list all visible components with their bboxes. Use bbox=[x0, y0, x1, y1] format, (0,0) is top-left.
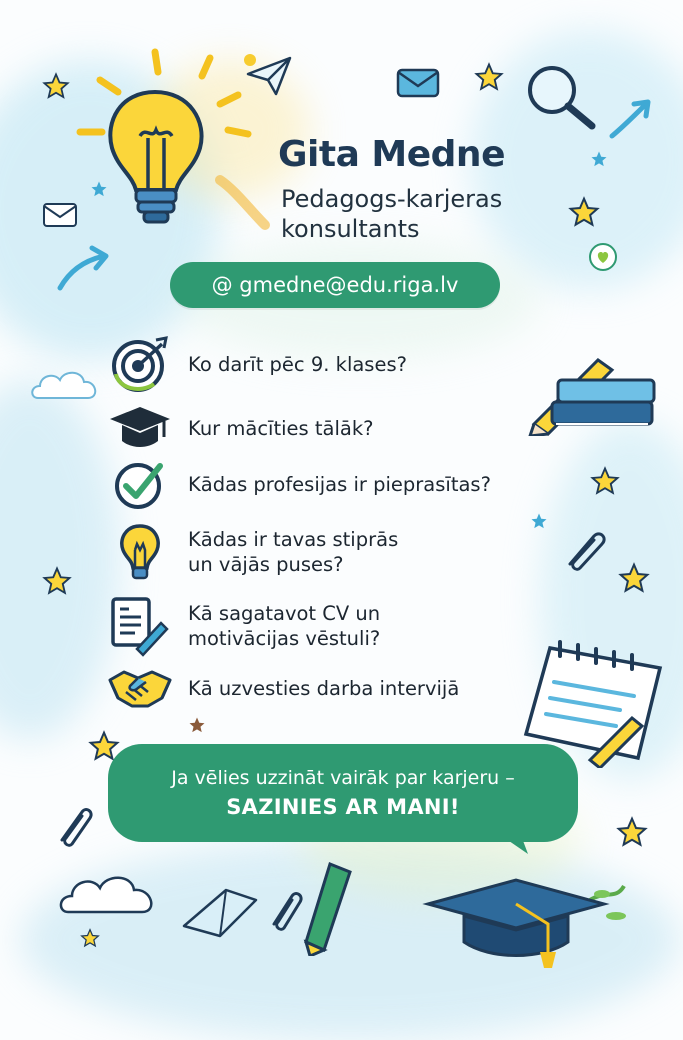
paper-plane-icon bbox=[180, 876, 260, 940]
handshake-icon bbox=[108, 656, 172, 720]
heart-icon bbox=[588, 242, 618, 272]
paper-clip-icon bbox=[266, 884, 304, 932]
consultant-name: Gita Medne bbox=[278, 134, 505, 175]
list-item bbox=[108, 332, 407, 396]
star-icon bbox=[42, 72, 70, 100]
arrow-icon bbox=[56, 244, 112, 292]
question-line-1: Kā sagatavot CV un bbox=[188, 602, 381, 625]
list-item bbox=[108, 520, 398, 584]
star-icon bbox=[616, 816, 648, 848]
star-icon bbox=[80, 928, 100, 948]
question-line-2: motivācijas vēstuli? bbox=[188, 627, 381, 650]
paper-plane-icon bbox=[246, 56, 292, 96]
star-icon bbox=[474, 62, 504, 92]
consultant-title bbox=[281, 184, 581, 244]
envelope-icon bbox=[42, 202, 78, 228]
cloud-icon bbox=[56, 866, 162, 916]
star-icon bbox=[618, 562, 650, 594]
question-line-2: un vājās puses? bbox=[188, 553, 344, 576]
star-icon bbox=[590, 150, 608, 168]
title-line-2: konsultants bbox=[281, 215, 420, 243]
title-line-1: Pedagogs-karjeras bbox=[281, 185, 503, 213]
paper-clip-icon bbox=[54, 800, 94, 848]
question-text: Kādas profesijas ir pieprasītas? bbox=[188, 472, 491, 496]
magnifier-icon bbox=[524, 62, 598, 132]
arrow-icon bbox=[608, 98, 654, 140]
question-text bbox=[188, 527, 398, 577]
question-text: Kur mācīties tālāk? bbox=[188, 416, 374, 440]
star-icon bbox=[90, 180, 108, 198]
email-link[interactable]: @ gmedne@edu.riga.lv bbox=[170, 262, 500, 308]
question-text bbox=[188, 601, 380, 651]
envelope-icon bbox=[396, 66, 440, 100]
star-icon bbox=[42, 566, 72, 596]
star-icon bbox=[590, 466, 620, 496]
lightbulb-icon bbox=[108, 520, 172, 584]
pencil-icon bbox=[302, 860, 354, 956]
question-line-1: Kādas ir tavas stiprās bbox=[188, 528, 399, 551]
list-item bbox=[108, 594, 380, 658]
paper-clip-icon bbox=[560, 524, 610, 574]
list-item bbox=[108, 452, 491, 516]
list-item bbox=[108, 396, 374, 460]
books-pencil-illustration bbox=[528, 340, 660, 436]
star-icon bbox=[530, 512, 548, 530]
list-item bbox=[108, 656, 459, 720]
question-text: Ko darīt pēc 9. klases? bbox=[188, 352, 407, 376]
cta-line-2: SAZINIES AR MANI! bbox=[226, 795, 460, 819]
graduation-cap-icon bbox=[108, 396, 172, 460]
checkmark-icon bbox=[108, 452, 172, 516]
cloud-icon bbox=[28, 364, 102, 402]
cta-line-1: Ja vēlies uzzināt vairāk par karjeru – bbox=[171, 767, 515, 789]
question-text: Kā uzvesties darba intervijā bbox=[188, 676, 460, 700]
target-icon bbox=[108, 332, 172, 396]
graduation-cap-illustration bbox=[420, 860, 630, 970]
contact-me-banner[interactable] bbox=[108, 744, 578, 842]
document-pencil-icon bbox=[108, 594, 172, 658]
